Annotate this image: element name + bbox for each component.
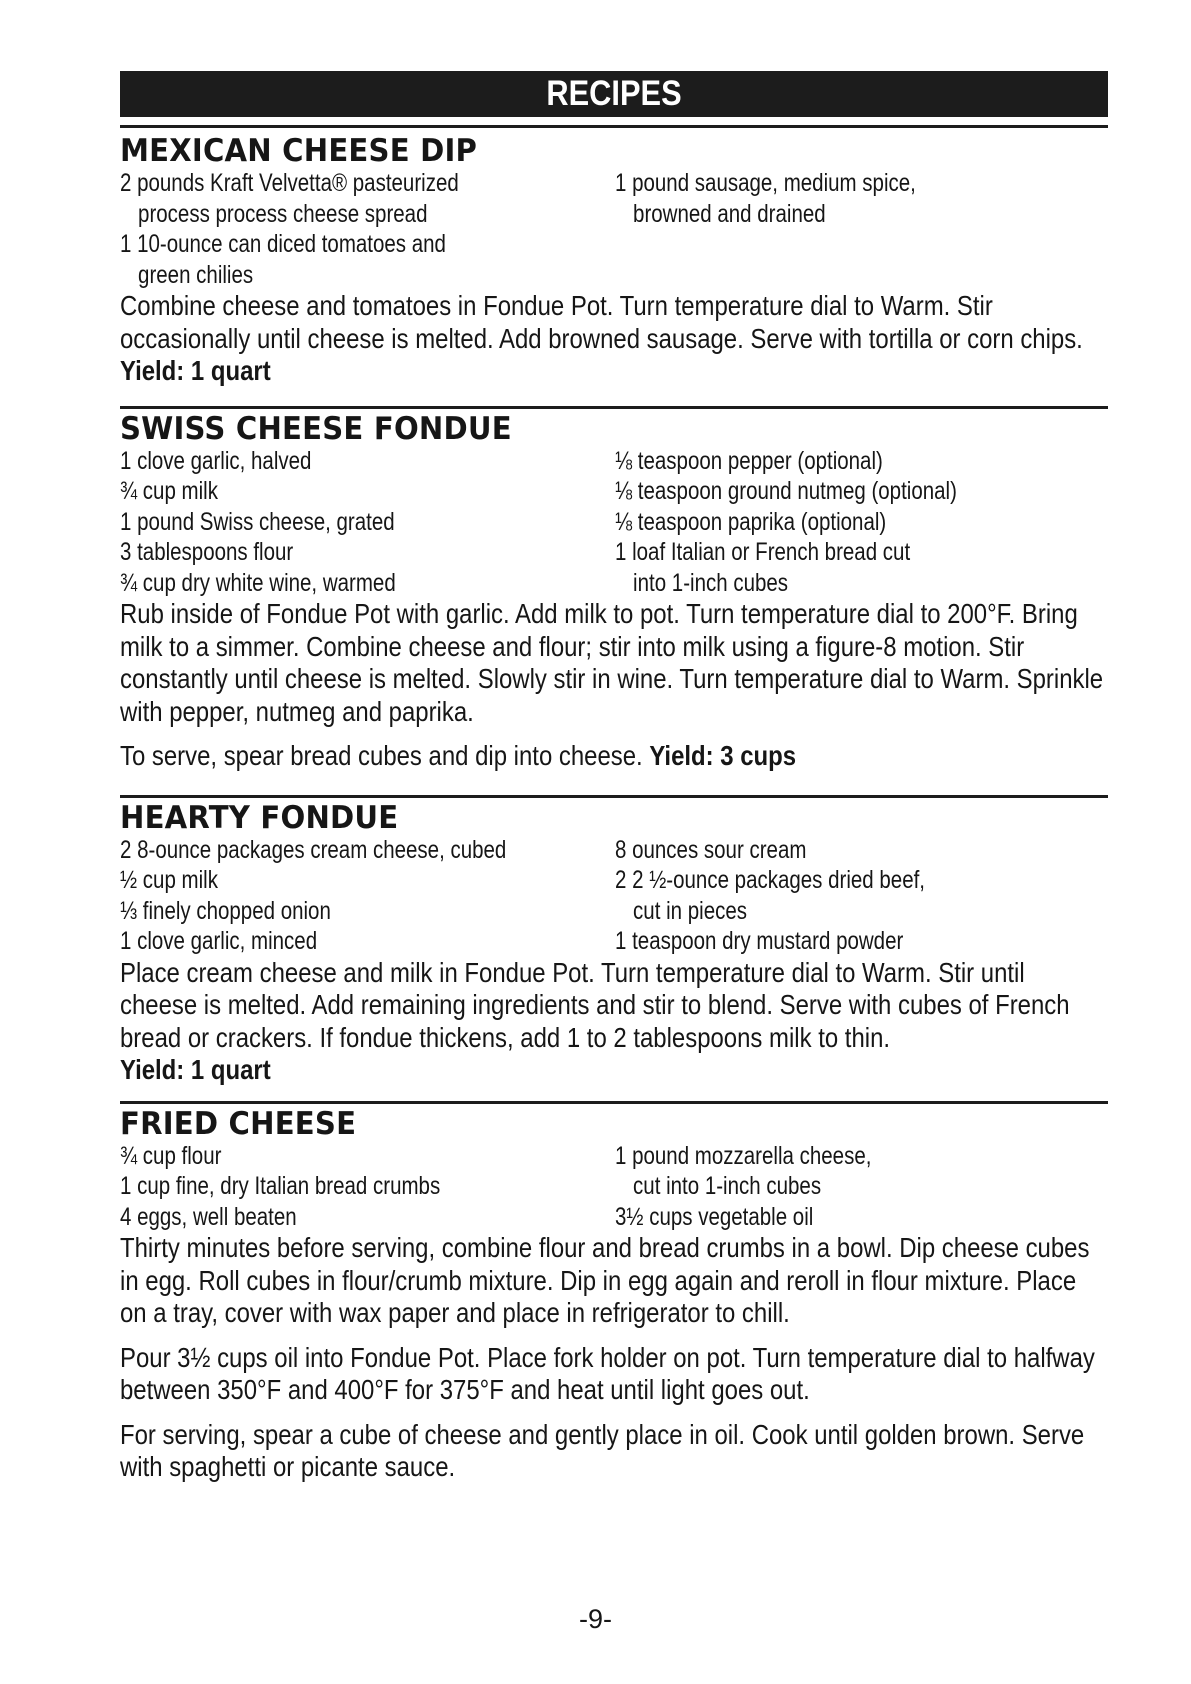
- recipes-banner: [120, 71, 1108, 117]
- ingredient: green chilies: [138, 260, 254, 289]
- ingredient: ¾ cup milk: [120, 477, 218, 505]
- directions: [120, 740, 1108, 773]
- ingredient: 1 pound mozzarella cheese,: [615, 1141, 872, 1170]
- recipe-fried-cheese: [120, 1107, 1108, 1484]
- ingredient: 1 pound sausage, medium spice,: [615, 169, 916, 197]
- section-divider: [120, 125, 1108, 128]
- ingredient: 1 teaspoon dry mustard powder: [615, 927, 904, 955]
- ingredient: ½ cup milk: [120, 866, 218, 894]
- yield: Yield: 1 quart: [120, 1054, 271, 1085]
- yield: Yield: 1 quart: [120, 355, 271, 386]
- section-divider: [120, 1101, 1108, 1104]
- ingredient: 8 ounces sour cream: [615, 835, 807, 864]
- recipe-swiss-cheese-fondue: [120, 412, 1108, 773]
- directions-text: Combine cheese and tomatoes in Fondue Pot. Turn temperature dial to Warm. Stir occasionally until cheese is melted. Add browned sausage. Serve with tortilla or corn chips.: [120, 290, 1083, 354]
- ingredient-list: [120, 835, 1108, 957]
- directions: For serving, spear a cube of cheese and gently place in oil. Cook until golden brown. Serve with spaghetti or picante sauce.: [120, 1418, 1085, 1482]
- recipe-title: MEXICAN CHEESE DIP: [120, 133, 478, 169]
- directions: [120, 957, 1108, 1087]
- ingredient: 2 2 ½-ounce packages dried beef,: [615, 866, 925, 894]
- recipe-mexican-cheese-dip: [120, 134, 1108, 388]
- ingredient: 1 pound Swiss cheese, grated: [120, 507, 395, 536]
- ingredient: ⅛ teaspoon paprika (optional): [615, 507, 887, 536]
- ingredient: process process cheese spread: [138, 199, 428, 228]
- banner-title: RECIPES: [179, 71, 1048, 117]
- ingredient: ¾ cup flour: [120, 1141, 222, 1170]
- section-divider: [120, 406, 1108, 409]
- directions-text: To serve, spear bread cubes and dip into cheese.: [120, 740, 643, 771]
- ingredient: ¾ cup dry white wine, warmed: [120, 568, 396, 597]
- directions-text: Place cream cheese and milk in Fondue Pot. Turn temperature dial to Warm. Stir until cheese is melted. Add remaining ingredients and stir to blend. Serve with cubes of French bread or crackers. If fondue thickens, add 1 to 2 tablespoons milk to thin.: [120, 956, 1070, 1053]
- ingredient: 1 10-ounce can diced tomatoes and: [120, 230, 446, 258]
- directions: Rub inside of Fondue Pot with garlic. Add milk to pot. Turn temperature dial to 200°F. Bring milk to a simmer. Combine cheese and flour; stir into milk using a figure-8 motion. Stir constantly until cheese is melted. Slowly stir in wine. Turn temperature dial to Warm. Sprinkle with pepper, nutmeg and paprika.: [120, 598, 1104, 727]
- ingredient-list: [120, 446, 1108, 599]
- ingredient: ⅓ finely chopped onion: [120, 896, 331, 925]
- recipe-title: SWISS CHEESE FONDUE: [120, 410, 512, 447]
- ingredient-list: [120, 1141, 1108, 1233]
- ingredient: 1 clove garlic, halved: [120, 446, 312, 475]
- recipe-hearty-fondue: [120, 801, 1108, 1087]
- ingredient-list: [120, 168, 1108, 290]
- ingredient: into 1-inch cubes: [633, 568, 789, 597]
- recipe-title: HEARTY FONDUE: [120, 799, 399, 836]
- ingredient: 3½ cups vegetable oil: [615, 1202, 814, 1231]
- ingredient: browned and drained: [633, 199, 826, 228]
- ingredient: ⅛ teaspoon pepper (optional): [615, 446, 883, 475]
- ingredient: 2 pounds Kraft Velvetta® pasteurized: [120, 169, 459, 197]
- ingredient: 1 loaf Italian or French bread cut: [615, 538, 911, 566]
- directions: Pour 3½ cups oil into Fondue Pot. Place fork holder on pot. Turn temperature dial to halfway between 350°F and 400°F for 375°F and heat until light goes out.: [120, 1341, 1095, 1405]
- ingredient: 3 tablespoons flour: [120, 538, 294, 566]
- yield: Yield: 3 cups: [649, 740, 797, 771]
- recipe-title: FRIED CHEESE: [120, 1105, 357, 1142]
- directions: [120, 290, 1108, 388]
- ingredient: ⅛ teaspoon ground nutmeg (optional): [615, 477, 957, 505]
- section-divider: [120, 795, 1108, 798]
- ingredient: 2 8-ounce packages cream cheese, cubed: [120, 835, 507, 864]
- ingredient: cut into 1-inch cubes: [633, 1172, 822, 1200]
- recipe-page: [120, 71, 1108, 1484]
- ingredient: cut in pieces: [633, 896, 747, 925]
- ingredient: 1 cup fine, dry Italian bread crumbs: [120, 1172, 441, 1200]
- ingredient: 4 eggs, well beaten: [120, 1202, 297, 1231]
- ingredient: 1 clove garlic, minced: [120, 927, 318, 955]
- directions: Thirty minutes before serving, combine flour and bread crumbs in a bowl. Dip cheese cubes in egg. Roll cubes in flour/crumb mixture. Dip in egg again and reroll in flour mixture. Place on a tray, cover with wax paper and place in refrigerator to chill.: [120, 1232, 1090, 1328]
- page-number: -9-: [579, 1604, 612, 1634]
